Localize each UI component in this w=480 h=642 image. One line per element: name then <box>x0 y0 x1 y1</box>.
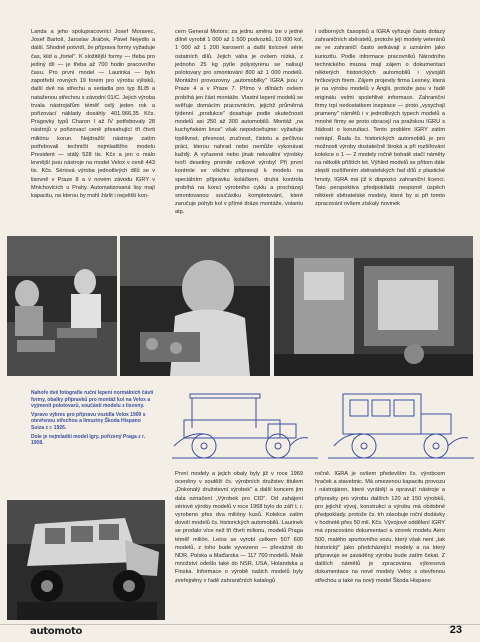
photo-captions <box>31 390 155 449</box>
footer-divider <box>0 624 480 625</box>
workshop-photo-2 <box>120 236 270 376</box>
article-column-5 <box>315 470 445 585</box>
article-text: i odborných časopisů a IGRA vyřizuje často dotazy zahraničních sběratelů, protože její modely veteránů se ve zahraničí často setkávají s uznáním jako kuriozitu. Podle informace pracovníků Národního technického muzea mají zájem o dokumentaci některých historických automobilů i vývojáři hrčkových firem. Zájem projevily firma Lesney, která je na výrobu modelů v Anglii, protože jsou v řadě originálu velmi spolehlivé informace. Zahraniční firmy trpí nedostatkem inspirace — proto „vysychají prameny" námětů i v jednotlivých typech modelů a mnohé firmy se proto obracejí na pražskou IGRU s žádostí o konzultaci. Tento problém IGRY zatím netrápí. Řada čs. historických automobilů je pro možnosti výroby dostatečně široká a při rozšiřování kolekce o 1 — 2 modely ročně bohatě stačí náměty na několik příštích let. Výhled modelů se přitom dále zlepší rozšířením sběratelských řad dílů z plastické hmoty. IGRA má již k dispozici zahraniční licenci. Tato perspektiva předpokládá nesporně úspěch některé sběratelské modely, které by si při tomto zpracování ovšem získaly novinek <box>315 29 445 208</box>
article-text: cern General Motors: za jednu směnu lze v jedné dílně vyrobit 1 000 až 1 500 podvozků, 10 000 kol, 1 000 až 1 200 karoserií a další tisícové série ostatních dílů. Jejich váha je ovšem nízká, z jednoho 25 kg pytle polystyrenu se nalisují polotovary pro smontování 800 až 1 000 modelů. Montážní provozovny „automobilky" IGRA jsou v Praze 4 a v Praze 7. Přímo v dílnách ovšem probíhá jen část montáže. Vlastní lepení modelů se svěřuje domácím pracovnicím, jejichž průměrná týdenní „produkce" dosahuje podle skutečnosti modelů asi 250 až 300 automobilů. Montáž „na kuchyňském lince" však nepodceňujme: vyžaduje trpělivost, přesnost, zručnost, čistotu a pečlivou práci, kterou nahrad nebo nemůže vykonávat každý. A vyřazené nebo jinak nekvalitní výrobky tvoří desetiny promile celkové výroby! Při první kontrole se všichni připravují k modelu na speciálním přípravku koláčkem, druhá kontrola probíhá na konci výrobního cyklu a procházejí smontovanou součástku kompletování, které zaručuje pohyb kol v přímé dráze montáže, volantu atp. <box>175 29 303 216</box>
press-machine-photo <box>274 236 473 376</box>
workshop-photo-1 <box>7 236 117 376</box>
article-column-1 <box>31 28 155 200</box>
logo-moto: moto <box>54 626 83 637</box>
article-column-3 <box>315 28 445 208</box>
car-technical-drawing <box>168 380 478 468</box>
article-text: ročně. IGRA je ovšem především čs. výrobcem hraček a stavebnic. Má omezenou kapacitu provozu i nástrojáren, které vyrábějí a opravují nástroje a přípravky pro výrobu dalších 120 až 150 výrobků, pro jejichž vývoj, konstrukci a výrobu má obdobné předpoklady, protože čs. trh zásobuje roční dodávky v hodnotě přes 50 mil. Kčs. Vývojové oddělení IGRY má zpracováno dokumentaci a vzorek modelu Aero 500, malého sportovního vozu, který však není „tak historický" jako předcházející modely a na který připravuje se zaváděný výrobu bude zatím čekat. Z dalších námětů je zpracována výkresová dokumentace na nové modely Velox s otevřenou střechou a také na nový model Škoda Hispano <box>315 471 445 584</box>
page-number: 23 <box>449 624 462 636</box>
article-text: Landa a jeho spolupracovníci Josef Moravec, Josef Bartoš, Jaroslav Jiráček, Pavel Nejedlo a další. Shodně potvrdí, že příprava formy vyžaduje čas, kild a „fortel". K složitější formy — třeba pro jediný díl — je třeba až 700 hodin pracovního času. Pro první model — Laurinka — bylo zapotřebí rovných 19 forem pro výrobu výlisků, další dvě na střechu a sedadla pro typ 8L/B a nataženou střechou s závodní 01/C. Jejich výroba trvala nástrojařům téměř celý jeden rok a pořizovací náklady dosáhly 401.966,35 Kčs. Pragovky typů Charon I až IV potřebovaly 28 nástrojů v pořizovací ceně přesahující tři čtvrti miliónu korun. Nejdražší nástroje zatím potřebovali techničtí nejmladšího modelu President — stálý 528 tis. Kčs a jen o málo levnější jsou nástroje na model Velox v ceně 443 tis. Kčs. Sériová výroba jednotlivých dílů se v lisovně v Praze 8 a v novém závodu IGRY v Mnichovicích u Prahy. Automatizovaná lisy mají kapacitu, na kterou by mohl žárlit i největší kon- <box>31 29 155 200</box>
caption: Vpravo výkres pro přípravu vozidla Velox 1909 s otevřenou střechou a limuzíny Škoda Hispano Suiza z r. 1926. <box>31 411 146 431</box>
caption: Dole je nejmladší model Igry, pořízený Praga z r. 1908. <box>31 433 146 447</box>
article-column-2 <box>175 28 303 217</box>
logo-auto: auto <box>30 626 55 637</box>
article-column-4 <box>175 470 303 585</box>
caption: Nahoře dvě fotografie ruční lepení normálních částí formy, obalky přípravků pro montáž kol na Velox a vyjmenit polotovarů, součástí modelu z lisovny. <box>31 390 154 410</box>
model-car-photo <box>7 500 165 620</box>
magazine-logo <box>30 626 82 637</box>
article-text: První modely a jejich obaly byly již v roce 1969 oceněny v soutěži čs. výrobních družstev titulem „Dokonalý družstevní výrobek" a další koncem jim dala označení „Výrobek pro CID". Od zahájení sériové výroby modelů v roce 1968 bylo do září t. r. vyrobeno přes dva milióny kusů. Kolekce zatím dovolí modelů čs. historických automobilů. Laurinek se prodalo více než tři čtvrti milionu, modelů Praga téměř milión. Letos se vyrobí celkem 507 600 modelů, z toho bude vyvezeno — převážně do NDR, Polska a Maďarska — 117 700 modelů. Malé množství odešlo také do NSR, USA, Holandska a Finska. Informace o výrobě našich modelů byly zveřejněny v řadě zahraničních katalogů <box>175 471 303 584</box>
